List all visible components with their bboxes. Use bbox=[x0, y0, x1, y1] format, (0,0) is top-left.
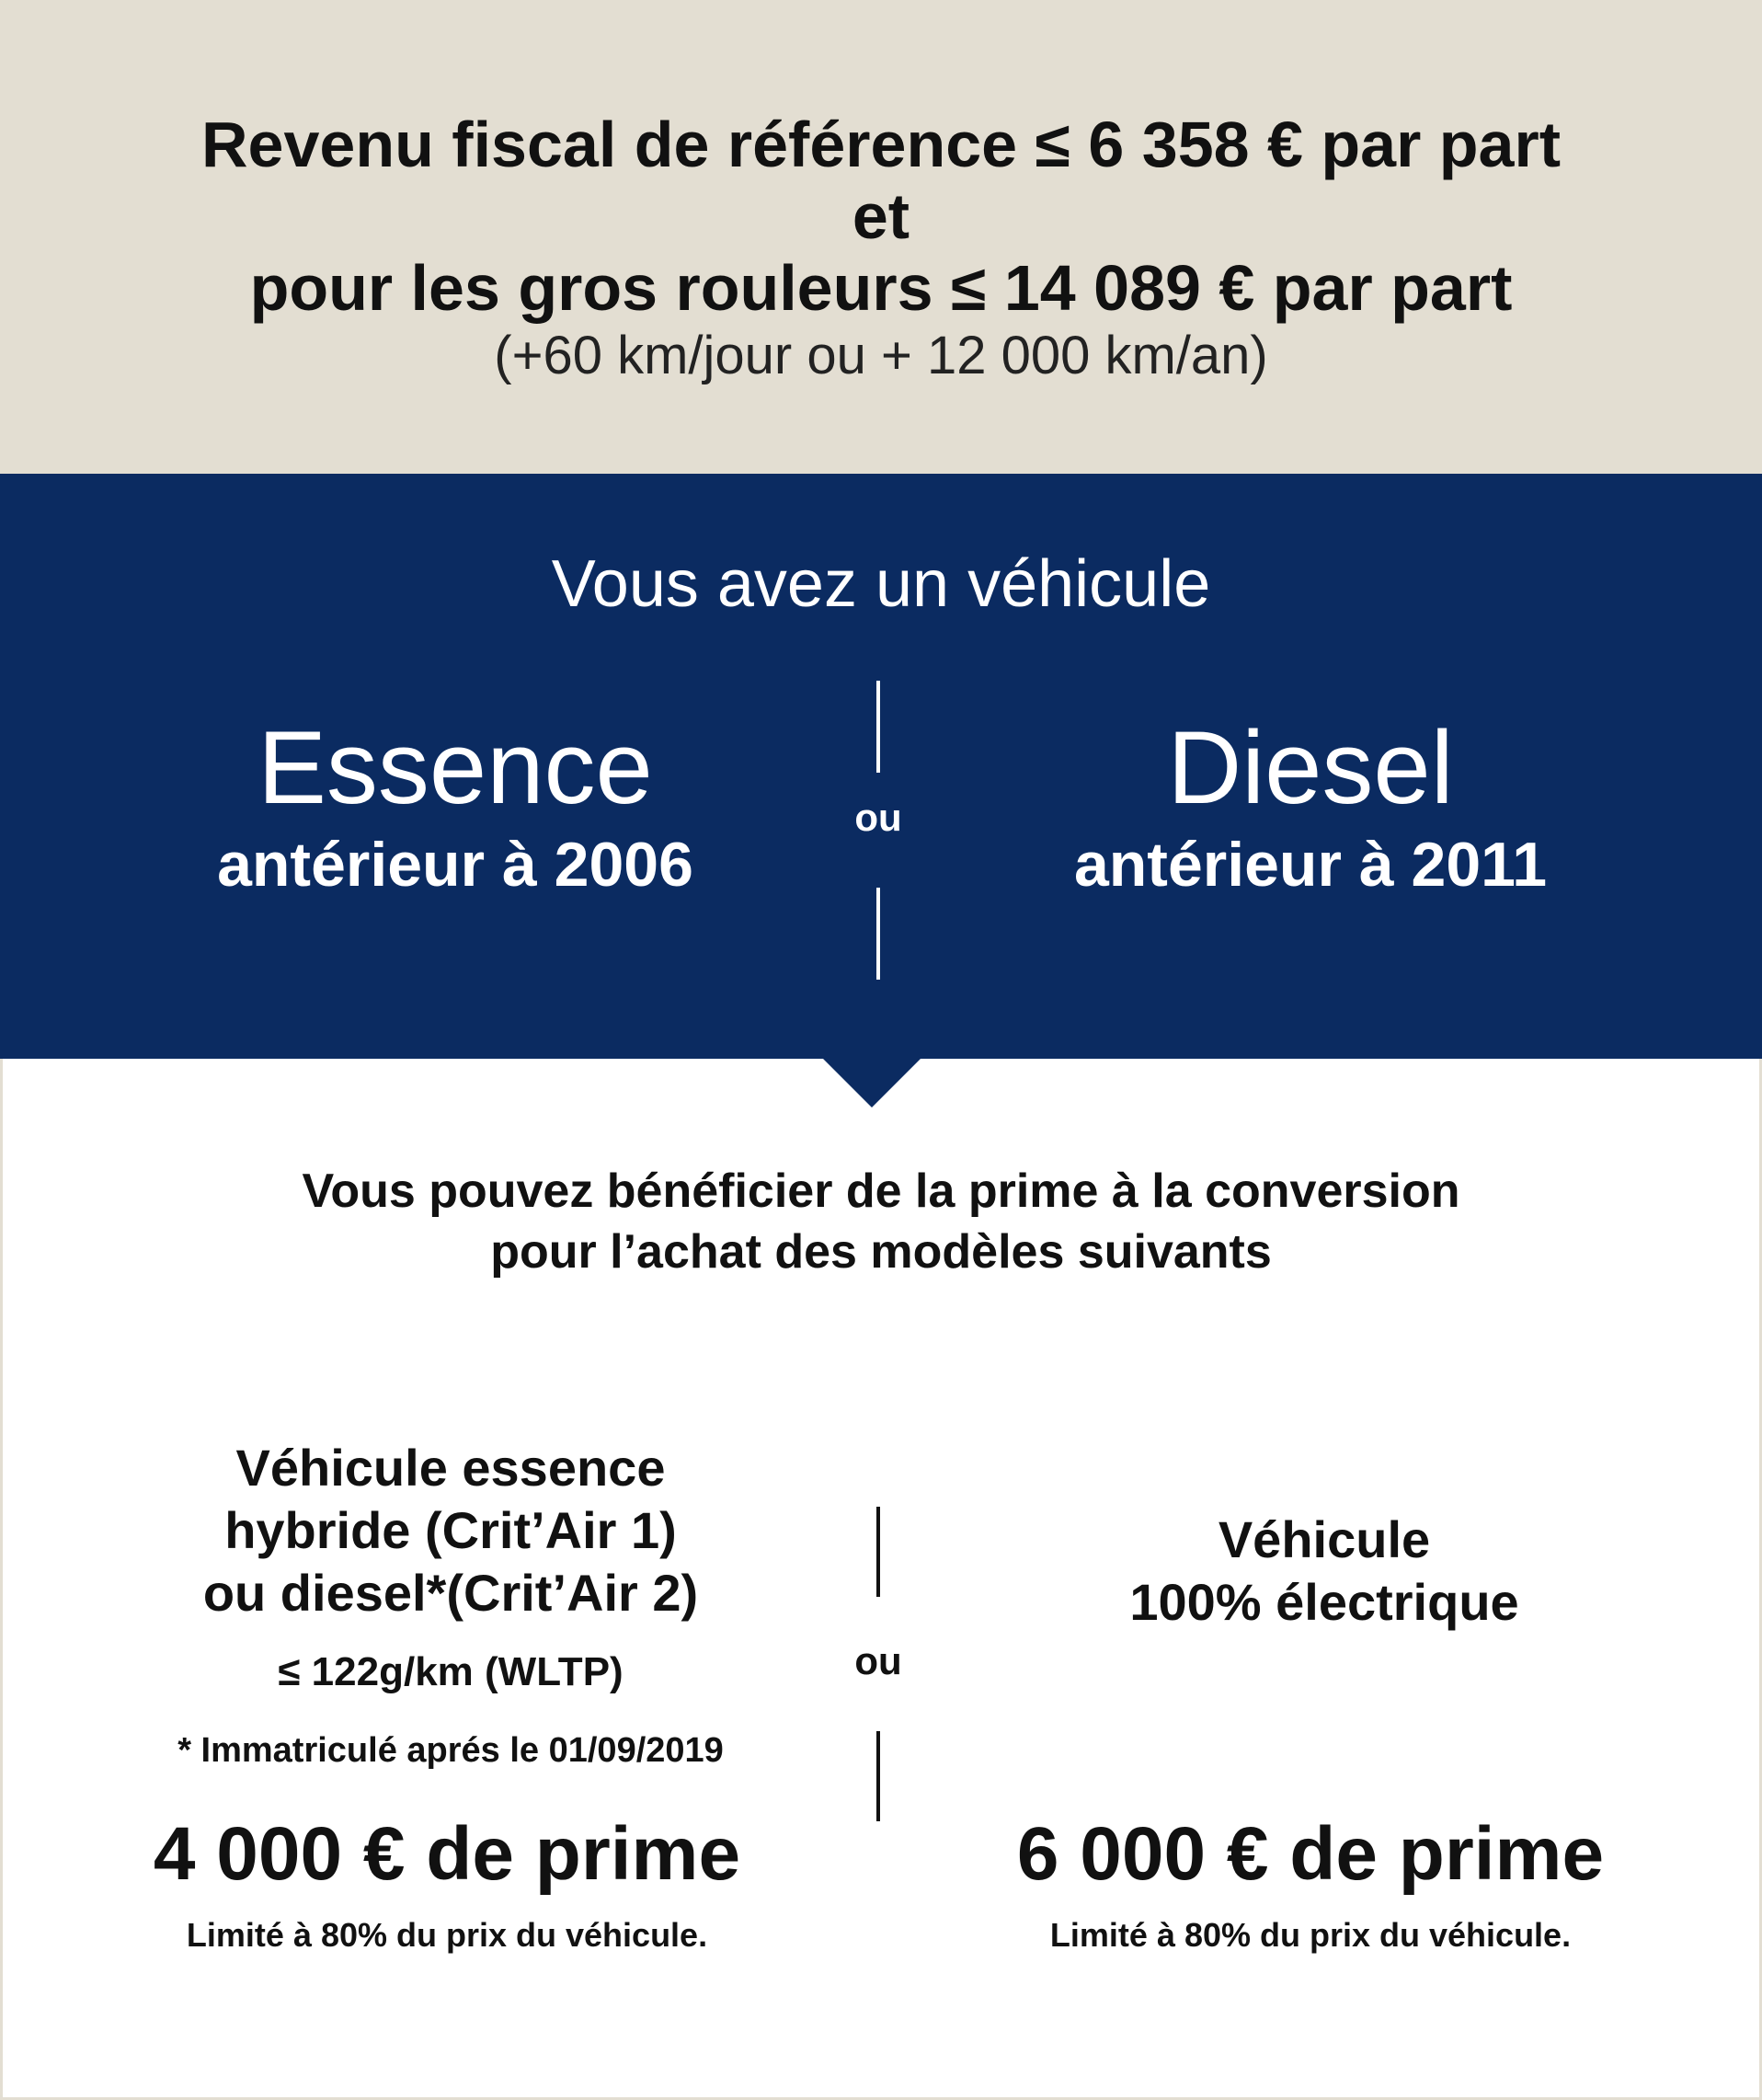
models-divider-bottom bbox=[876, 1731, 880, 1821]
hybrid-prime-amount: 4 000 € de prime bbox=[153, 1812, 741, 1896]
essence-label: Essence bbox=[257, 710, 653, 825]
electric-model bbox=[956, 1509, 1692, 1634]
essence-condition bbox=[87, 710, 823, 911]
models-or-separator: ou bbox=[854, 1639, 902, 1682]
vehicle-divider-top bbox=[876, 681, 880, 773]
electric-title-line-2: 100% électrique bbox=[1129, 1573, 1519, 1631]
hybrid-diesel-model bbox=[83, 1437, 818, 1773]
conjunction-et: et bbox=[852, 180, 910, 252]
benefit-line-1: Vous pouvez bénéficier de la prime à la conversion bbox=[302, 1165, 1460, 1218]
hybrid-prime-limit: Limité à 80% du prix du véhicule. bbox=[186, 1916, 708, 1954]
hybrid-title-line-3: ou diesel*(Crit’Air 2) bbox=[202, 1564, 699, 1622]
current-vehicle-section bbox=[0, 474, 1762, 1059]
diesel-date: antérieur à 2011 bbox=[1073, 830, 1548, 900]
electric-prime-limit: Limité à 80% du prix du véhicule. bbox=[1049, 1916, 1572, 1954]
vehicle-heading: Vous avez un véhicule bbox=[551, 547, 1211, 621]
diesel-label: Diesel bbox=[1167, 710, 1454, 825]
vehicle-or-separator: ou bbox=[854, 796, 902, 839]
hybrid-title-line-2: hybride (Crit’Air 1) bbox=[224, 1501, 677, 1559]
hybrid-title-line-1: Véhicule essence bbox=[235, 1439, 666, 1497]
income-conditions-banner bbox=[0, 0, 1762, 474]
income-threshold-line: Revenu fiscal de référence ≤ 6 358 € par part bbox=[200, 109, 1562, 180]
electric-title-line-1: Véhicule bbox=[1218, 1510, 1431, 1568]
high-mileage-definition: (+60 km/jour ou + 12 000 km/an) bbox=[494, 326, 1268, 385]
vehicle-divider-bottom bbox=[876, 888, 880, 980]
diesel-condition bbox=[943, 710, 1678, 911]
benefit-statement bbox=[0, 1161, 1762, 1282]
registration-note: * Immatriculé aprés le 01/09/2019 bbox=[177, 1731, 724, 1770]
electric-prime-amount: 6 000 € de prime bbox=[1016, 1812, 1605, 1896]
models-divider-top bbox=[876, 1507, 880, 1597]
benefit-line-2: pour l’achat des modèles suivants bbox=[490, 1225, 1272, 1279]
high-mileage-threshold-line: pour les gros rouleurs ≤ 14 089 € par part bbox=[249, 252, 1513, 324]
essence-date: antérieur à 2006 bbox=[217, 830, 693, 900]
emission-threshold: ≤ 122g/km (WLTP) bbox=[278, 1649, 624, 1694]
